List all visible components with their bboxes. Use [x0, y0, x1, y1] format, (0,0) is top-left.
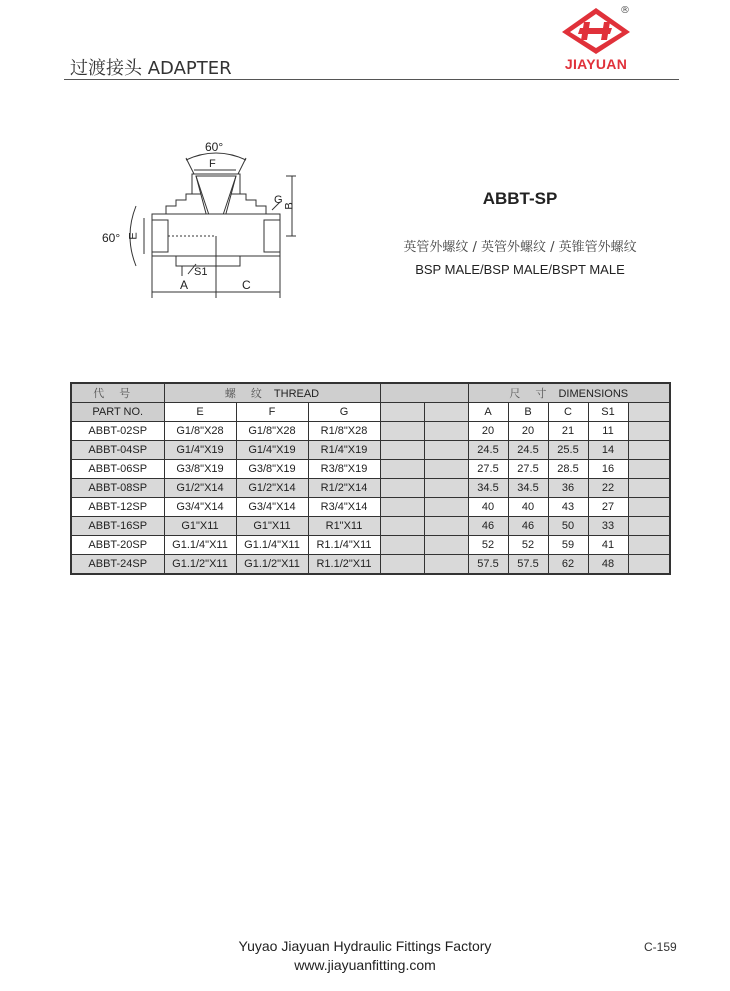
table-row	[71, 536, 670, 555]
product-desc-cn: 英管外螺纹 / 英管外螺纹 / 英锥管外螺纹	[403, 240, 637, 255]
cell-dim-B: 27.5	[508, 460, 548, 479]
page-number: C-159	[644, 940, 677, 954]
label-A: A	[180, 278, 189, 292]
cell-blank	[380, 479, 424, 498]
cell-thread-G: R1.1/2"X11	[308, 555, 380, 575]
cell-blank	[628, 498, 670, 517]
cell-thread-E: G1.1/4"X11	[164, 536, 236, 555]
cell-dim-S1: 14	[588, 441, 628, 460]
cell-dim-A: 57.5	[468, 555, 508, 575]
cell-thread-G: R1"X11	[308, 517, 380, 536]
cell-thread-F: G1/4"X19	[236, 441, 308, 460]
cell-dim-S1: 22	[588, 479, 628, 498]
cell-dim-B: 24.5	[508, 441, 548, 460]
label-B: B	[283, 202, 296, 210]
col-header-part: PART NO.	[71, 403, 164, 422]
table-row	[71, 441, 670, 460]
cell-blank	[628, 460, 670, 479]
cell-dim-C: 59	[548, 536, 588, 555]
cell-blank	[424, 422, 468, 441]
spec-table	[70, 382, 671, 575]
cell-part-no: ABBT-02SP	[71, 422, 164, 441]
cell-part-no: ABBT-06SP	[71, 460, 164, 479]
cell-blank	[380, 460, 424, 479]
cell-thread-G: R3/8"X19	[308, 460, 380, 479]
cell-blank	[380, 422, 424, 441]
cell-thread-F: G1/8"X28	[236, 422, 308, 441]
table-row	[71, 422, 670, 441]
label-side-angle: 60°	[102, 231, 121, 245]
header-dimensions: 尺 寸 DIMENSIONS	[468, 383, 670, 403]
label-S1: S1	[194, 266, 208, 278]
cell-thread-E: G1/8"X28	[164, 422, 236, 441]
col-header-B: B	[508, 403, 548, 422]
footer-website: www.jiayuanfitting.com	[294, 957, 436, 973]
col-header-A: A	[468, 403, 508, 422]
cell-blank	[424, 441, 468, 460]
cell-thread-F: G1.1/4"X11	[236, 536, 308, 555]
label-F: F	[209, 158, 216, 170]
cell-blank	[424, 555, 468, 575]
cell-dim-A: 40	[468, 498, 508, 517]
cell-thread-E: G3/4"X14	[164, 498, 236, 517]
cell-blank	[424, 460, 468, 479]
col-header-E: E	[164, 403, 236, 422]
cell-dim-A: 46	[468, 517, 508, 536]
cell-dim-B: 40	[508, 498, 548, 517]
cell-dim-A: 34.5	[468, 479, 508, 498]
cell-blank	[380, 536, 424, 555]
brand-logo	[558, 6, 638, 74]
col-header-C: C	[548, 403, 588, 422]
cell-blank	[380, 498, 424, 517]
cell-part-no: ABBT-24SP	[71, 555, 164, 575]
cell-blank	[424, 479, 468, 498]
table-row	[71, 555, 670, 575]
cell-dim-B: 57.5	[508, 555, 548, 575]
col-header-blank	[380, 403, 424, 422]
cell-blank	[380, 517, 424, 536]
cell-dim-A: 52	[468, 536, 508, 555]
cell-dim-B: 52	[508, 536, 548, 555]
table-column-header-row	[71, 403, 670, 422]
cell-dim-C: 50	[548, 517, 588, 536]
product-code: ABBT-SP	[482, 189, 558, 208]
cell-part-no: ABBT-04SP	[71, 441, 164, 460]
cell-blank	[380, 555, 424, 575]
cell-thread-F: G3/8"X19	[236, 460, 308, 479]
cell-dim-B: 46	[508, 517, 548, 536]
label-C: C	[242, 278, 251, 292]
table-row	[71, 517, 670, 536]
cell-blank	[628, 555, 670, 575]
table-body	[71, 422, 670, 575]
cell-dim-A: 27.5	[468, 460, 508, 479]
cell-thread-E: G1/2"X14	[164, 479, 236, 498]
col-header-F: F	[236, 403, 308, 422]
product-desc-en: BSP MALE/BSP MALE/BSPT MALE	[415, 262, 625, 277]
col-header-blank	[628, 403, 670, 422]
cell-dim-B: 20	[508, 422, 548, 441]
cell-thread-F: G1.1/2"X11	[236, 555, 308, 575]
cell-blank	[628, 536, 670, 555]
col-header-G: G	[308, 403, 380, 422]
cell-dim-C: 21	[548, 422, 588, 441]
cell-thread-E: G3/8"X19	[164, 460, 236, 479]
cell-dim-A: 24.5	[468, 441, 508, 460]
cell-blank	[424, 536, 468, 555]
label-G: G	[274, 194, 283, 206]
cell-thread-E: G1"X11	[164, 517, 236, 536]
cell-thread-E: G1.1/2"X11	[164, 555, 236, 575]
cell-blank	[628, 517, 670, 536]
label-E: E	[127, 232, 140, 240]
table-row	[71, 460, 670, 479]
brand-name: JIAYUAN	[564, 56, 628, 72]
cell-dim-B: 34.5	[508, 479, 548, 498]
cell-dim-C: 62	[548, 555, 588, 575]
cell-part-no: ABBT-12SP	[71, 498, 164, 517]
cell-blank	[380, 441, 424, 460]
cell-dim-C: 25.5	[548, 441, 588, 460]
fitting-drawing	[96, 136, 326, 302]
cell-blank	[424, 517, 468, 536]
cell-dim-S1: 48	[588, 555, 628, 575]
cell-blank	[628, 422, 670, 441]
cell-part-no: ABBT-16SP	[71, 517, 164, 536]
cell-dim-C: 28.5	[548, 460, 588, 479]
table-row	[71, 479, 670, 498]
col-header-blank	[424, 403, 468, 422]
cell-dim-S1: 41	[588, 536, 628, 555]
header-blank	[380, 383, 468, 403]
cell-thread-G: R1/8"X28	[308, 422, 380, 441]
cell-dim-S1: 33	[588, 517, 628, 536]
header-code: 代 号	[71, 383, 164, 403]
cell-part-no: ABBT-20SP	[71, 536, 164, 555]
cell-thread-G: R1.1/4"X11	[308, 536, 380, 555]
cell-thread-F: G3/4"X14	[236, 498, 308, 517]
cell-thread-G: R1/4"X19	[308, 441, 380, 460]
registered-mark: ®	[620, 5, 630, 16]
cell-blank	[628, 479, 670, 498]
header-divider	[64, 79, 679, 80]
cell-dim-C: 36	[548, 479, 588, 498]
col-header-S1: S1	[588, 403, 628, 422]
table-group-header-row	[71, 383, 670, 403]
cell-thread-G: R3/4"X14	[308, 498, 380, 517]
cell-blank	[628, 441, 670, 460]
cell-thread-G: R1/2"X14	[308, 479, 380, 498]
label-top-angle: 60°	[205, 140, 224, 154]
cell-dim-A: 20	[468, 422, 508, 441]
cell-dim-S1: 27	[588, 498, 628, 517]
cell-thread-F: G1"X11	[236, 517, 308, 536]
table-row	[71, 498, 670, 517]
cell-thread-E: G1/4"X19	[164, 441, 236, 460]
cell-thread-F: G1/2"X14	[236, 479, 308, 498]
header-thread: 螺 纹 THREAD	[164, 383, 380, 403]
page-title: 过渡接头 ADAPTER	[70, 58, 232, 79]
cell-dim-S1: 11	[588, 422, 628, 441]
cell-dim-S1: 16	[588, 460, 628, 479]
footer-company: Yuyao Jiayuan Hydraulic Fittings Factory	[238, 938, 492, 954]
cell-dim-C: 43	[548, 498, 588, 517]
cell-blank	[424, 498, 468, 517]
cell-part-no: ABBT-08SP	[71, 479, 164, 498]
